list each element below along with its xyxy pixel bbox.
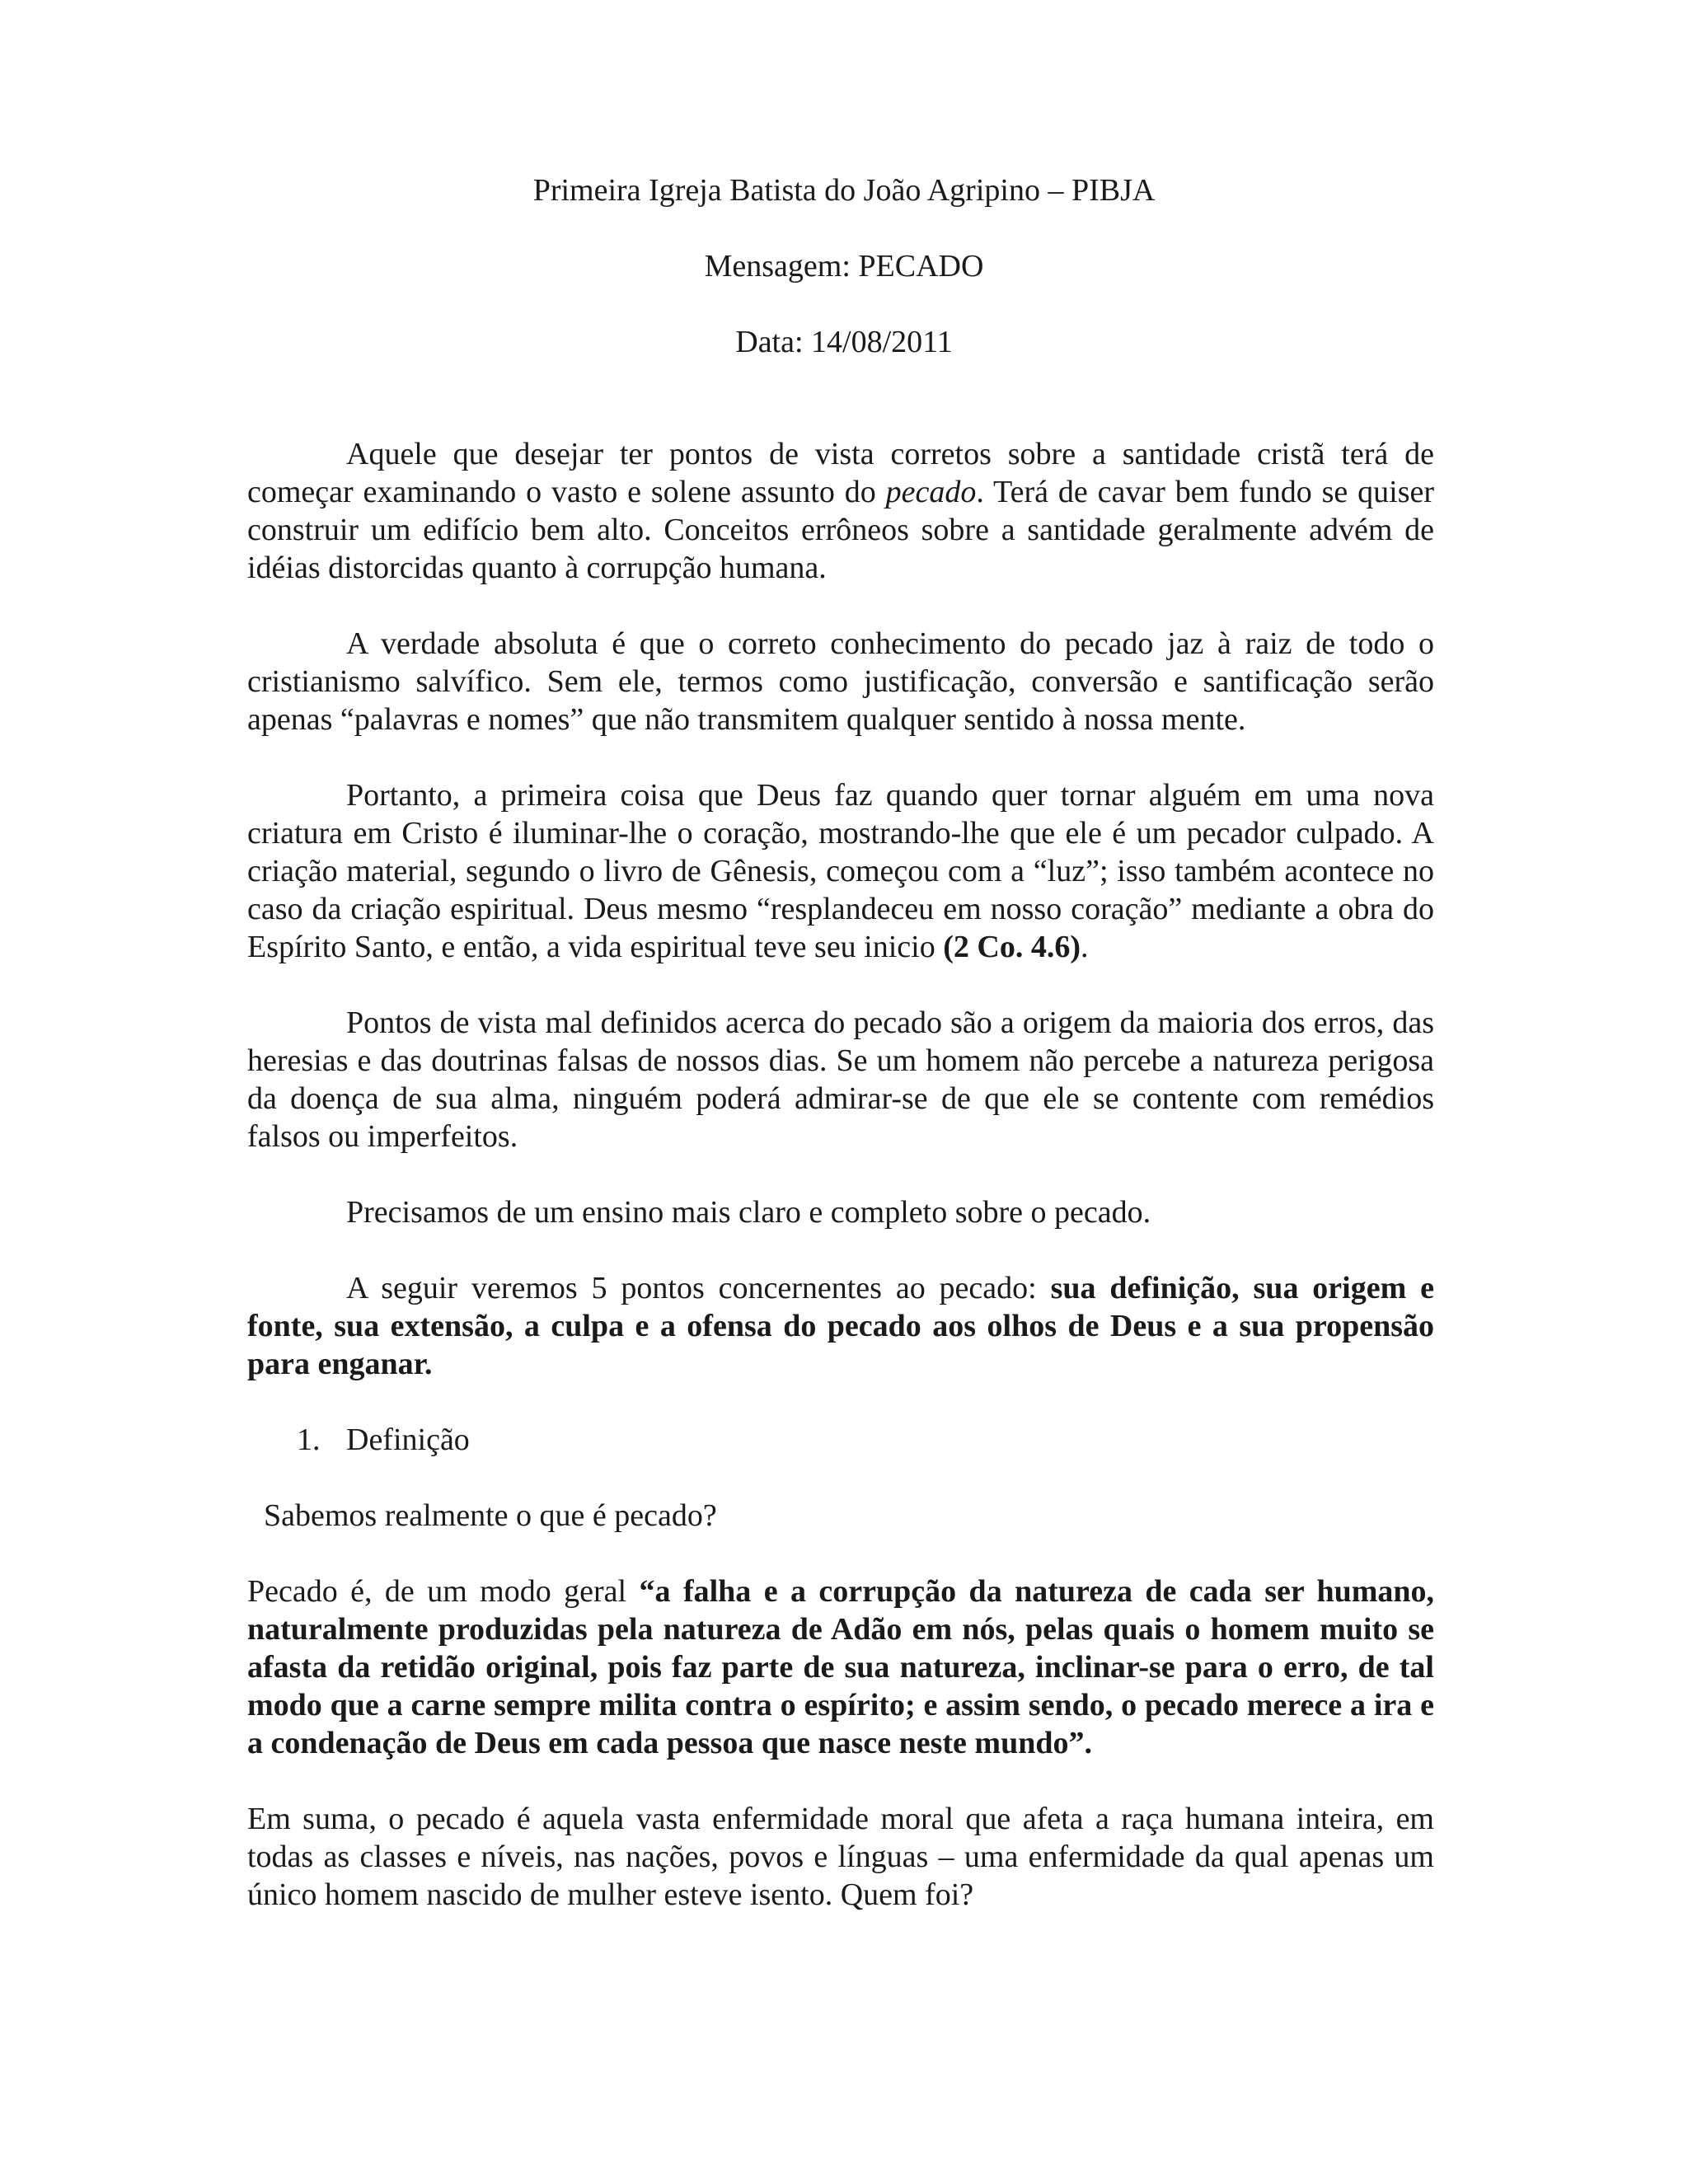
spacer: [247, 1762, 1434, 1800]
spacer: [247, 1231, 1434, 1269]
paragraph-8: Em suma, o pecado é aquela vasta enfermidade moral que afeta a raça humana inteira, em todas as classes e níveis, nas nações, povos e línguas – uma enfermidade da qual apenas um único homem nascido de mulher esteve isento. Quem foi?: [247, 1802, 1434, 1912]
spacer: [247, 1535, 1434, 1572]
spacer: [247, 1459, 1434, 1497]
message-date: Data: 14/08/2011: [735, 325, 953, 359]
sin-definition-quote: “a falha e a corrupção da natureza de cada ser humano, naturalmente produzidas pela natureza de Adão em nós, pelas quais o homem muito se afasta da retidão original, pois faz parte de sua natureza, inclinar-se para o erro, de tal modo que a carne sempre milita contra o espírito; e assim sendo, o pecado merece a ira e a condenação de Deus em cada pessoa que nasce neste mundo”.: [247, 1574, 1434, 1760]
bible-reference: (2 Co. 4.6): [943, 930, 1081, 964]
paragraph-6: [247, 1269, 1434, 1383]
spacer: [247, 1155, 1434, 1193]
message-title: Mensagem: PECADO: [704, 249, 984, 284]
paragraph-5: Precisamos de um ensino mais claro e completo sobre o pecado.: [346, 1195, 1151, 1230]
document-body: [247, 435, 1434, 1914]
paragraph-6-text: A seguir veremos 5 pontos concernentes ao pecado:: [346, 1271, 1051, 1305]
list-number: 1.: [297, 1422, 321, 1457]
paragraph-1: [247, 435, 1434, 587]
paragraph-1-text-b: . Terá de cavar bem fundo se quiser construir um edifício bem alto. Conceitos errôneos sobre a santidade geralmente advém de idéias distorcidas quanto à corrupção humana.: [247, 475, 1434, 585]
spacer: [247, 738, 1434, 776]
list-item: [247, 1421, 1434, 1459]
paragraph-4: Pontos de vista mal definidos acerca do pecado são a origem da maioria dos erros, das heresias e das doutrinas falsas de nossos dias. Se um homem não percebe a natureza perigosa da doença de sua alma, ninguém poderá admirar-se de que ele se contente com remédios falsos ou imperfeitos.: [247, 1005, 1434, 1154]
question: Sabemos realmente o que é pecado?: [264, 1498, 717, 1533]
paragraph-7: [247, 1572, 1434, 1762]
paragraph-6-bold: sua definição, sua origem e fonte, sua extensão, a culpa e a ofensa do pecado aos olhos de Deus e a sua propensão para enganar.: [247, 1271, 1434, 1381]
spacer: [247, 1383, 1434, 1421]
paragraph-1-text-a: Aquele que desejar ter pontos de vista corretos sobre a santidade cristã terá de começar examinando o vasto e solene assunto do: [247, 437, 1434, 509]
paragraph-1-italic: pecado: [885, 475, 977, 509]
church-title: Primeira Igreja Batista do João Agripino – PIBJA: [532, 173, 1156, 208]
paragraph-3-text-b: .: [1081, 930, 1089, 964]
spacer: [247, 966, 1434, 1004]
list-label: Definição: [346, 1422, 470, 1457]
paragraph-7-text: Pecado é, de um modo geral: [247, 1574, 640, 1609]
spacer: [247, 587, 1434, 625]
paragraph-3: [247, 776, 1434, 966]
paragraph-2: A verdade absoluta é que o correto conhecimento do pecado jaz à raiz de todo o cristianismo salvífico. Sem ele, termos como justificação, conversão e santificação serão apenas “palavras e nomes” que não transmitem qualquer sentido à nossa mente.: [247, 626, 1434, 737]
paragraph-3-text-a: Portanto, a primeira coisa que Deus faz quando quer tornar alguém em uma nova criatura em Cristo é iluminar-lhe o coração, mostrando-lhe que ele é um pecador culpado. A criação material, segundo o livro de Gênesis, começou com a “luz”; isso também acontece no caso da criação espiritual. Deus mesmo “resplandeceu em nosso coração” mediante a obra do Espírito Santo, e então, a vida espiritual teve seu inicio: [247, 778, 1434, 964]
